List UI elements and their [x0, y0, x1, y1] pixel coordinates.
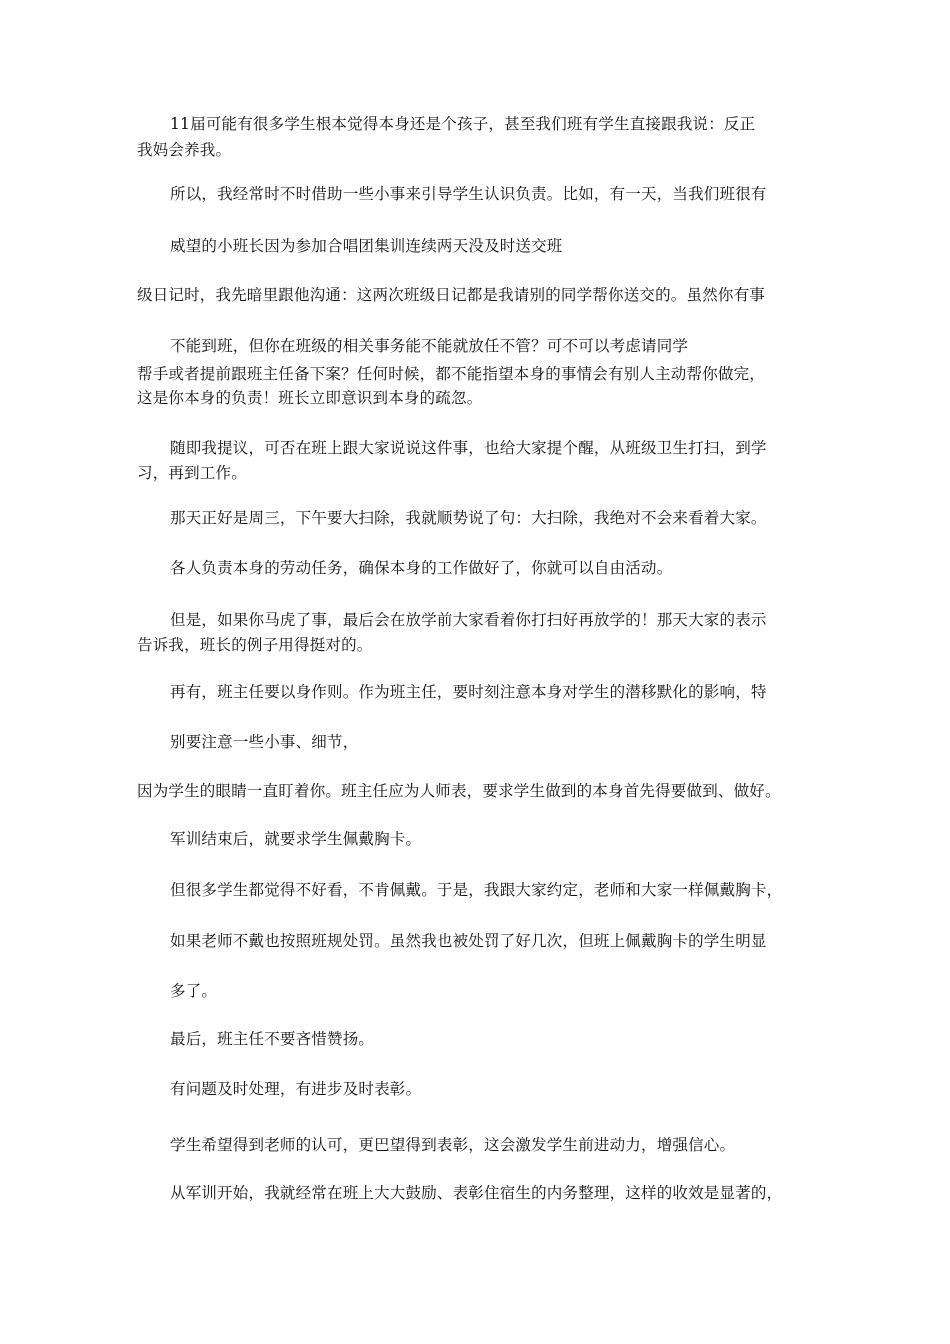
text-line: 别要注意一些小事、细节，: [170, 733, 359, 751]
text-line: 学生希望得到老师的认可，更巴望得到表彰，这会激发学生前进动力，增强信心。: [170, 1136, 736, 1154]
text-line: 有问题及时处理，有进步及时表彰。: [170, 1080, 422, 1098]
text-line: 11届可能有很多学生根本觉得本身还是个孩子，甚至我们班有学生直接跟我说：反正: [170, 115, 756, 133]
text-line: 威望的小班长因为参加合唱团集训连续两天没及时送交班: [170, 237, 563, 255]
text-line: 所以，我经常时不时借助一些小事来引导学生认识负责。比如，有一天，当我们班很有: [170, 185, 767, 203]
text-line: 那天正好是周三，下午要大扫除，我就顺势说了句：大扫除，我绝对不会来看着大家。: [170, 509, 767, 527]
text-line: 如果老师不戴也按照班规处罚。虽然我也被处罚了好几次，但班上佩戴胸卡的学生明显: [170, 932, 767, 950]
text-line: 最后，班主任不要吝惜赞扬。: [170, 1030, 375, 1048]
text-line: 帮手或者提前跟班主任备下案？任何时候，都不能指望本身的事情会有别人主动帮你做完，: [137, 365, 766, 383]
text-line: 习，再到工作。: [137, 464, 247, 482]
text-line: 告诉我，班长的例子用得挺对的。: [137, 636, 373, 654]
text-line: 但是，如果你马虎了事，最后会在放学前大家看着你打扫好再放学的！那天大家的表示: [170, 611, 767, 629]
text-line: 级日记时，我先暗里跟他沟通：这两次班级日记都是我请别的同学帮你送交的。虽然你有事: [137, 286, 766, 304]
text-line: 从军训开始，我就经常在班上大大鼓励、表彰住宿生的内务整理，这样的收效是显著的，: [170, 1184, 783, 1202]
text-line: 再有，班主任要以身作则。作为班主任，要时刻注意本身对学生的潜移默化的影响，特: [170, 683, 767, 701]
text-line: 但很多学生都觉得不好看，不肯佩戴。于是，我跟大家约定，老师和大家一样佩戴胸卡，: [170, 881, 783, 899]
text-line: 我妈会养我。: [137, 141, 232, 159]
text-line: 这是你本身的负责！班长立即意识到本身的疏忽。: [137, 389, 483, 407]
text-line: 随即我提议，可否在班上跟大家说说这件事，也给大家提个醒，从班级卫生打扫，到学: [170, 439, 767, 457]
text-line: 多了。: [170, 982, 218, 1000]
text-line: 各人负责本身的劳动任务，确保本身的工作做好了，你就可以自由活动。: [170, 559, 673, 577]
text-line: 军训结束后，就要求学生佩戴胸卡。: [170, 830, 422, 848]
text-line: 不能到班，但你在班级的相关事务能不能就放任不管？可不可以考虑请同学: [170, 337, 689, 355]
text-line: 因为学生的眼睛一直盯着你。班主任应为人师表，要求学生做到的本身首先得要做到、做好。: [137, 782, 781, 800]
